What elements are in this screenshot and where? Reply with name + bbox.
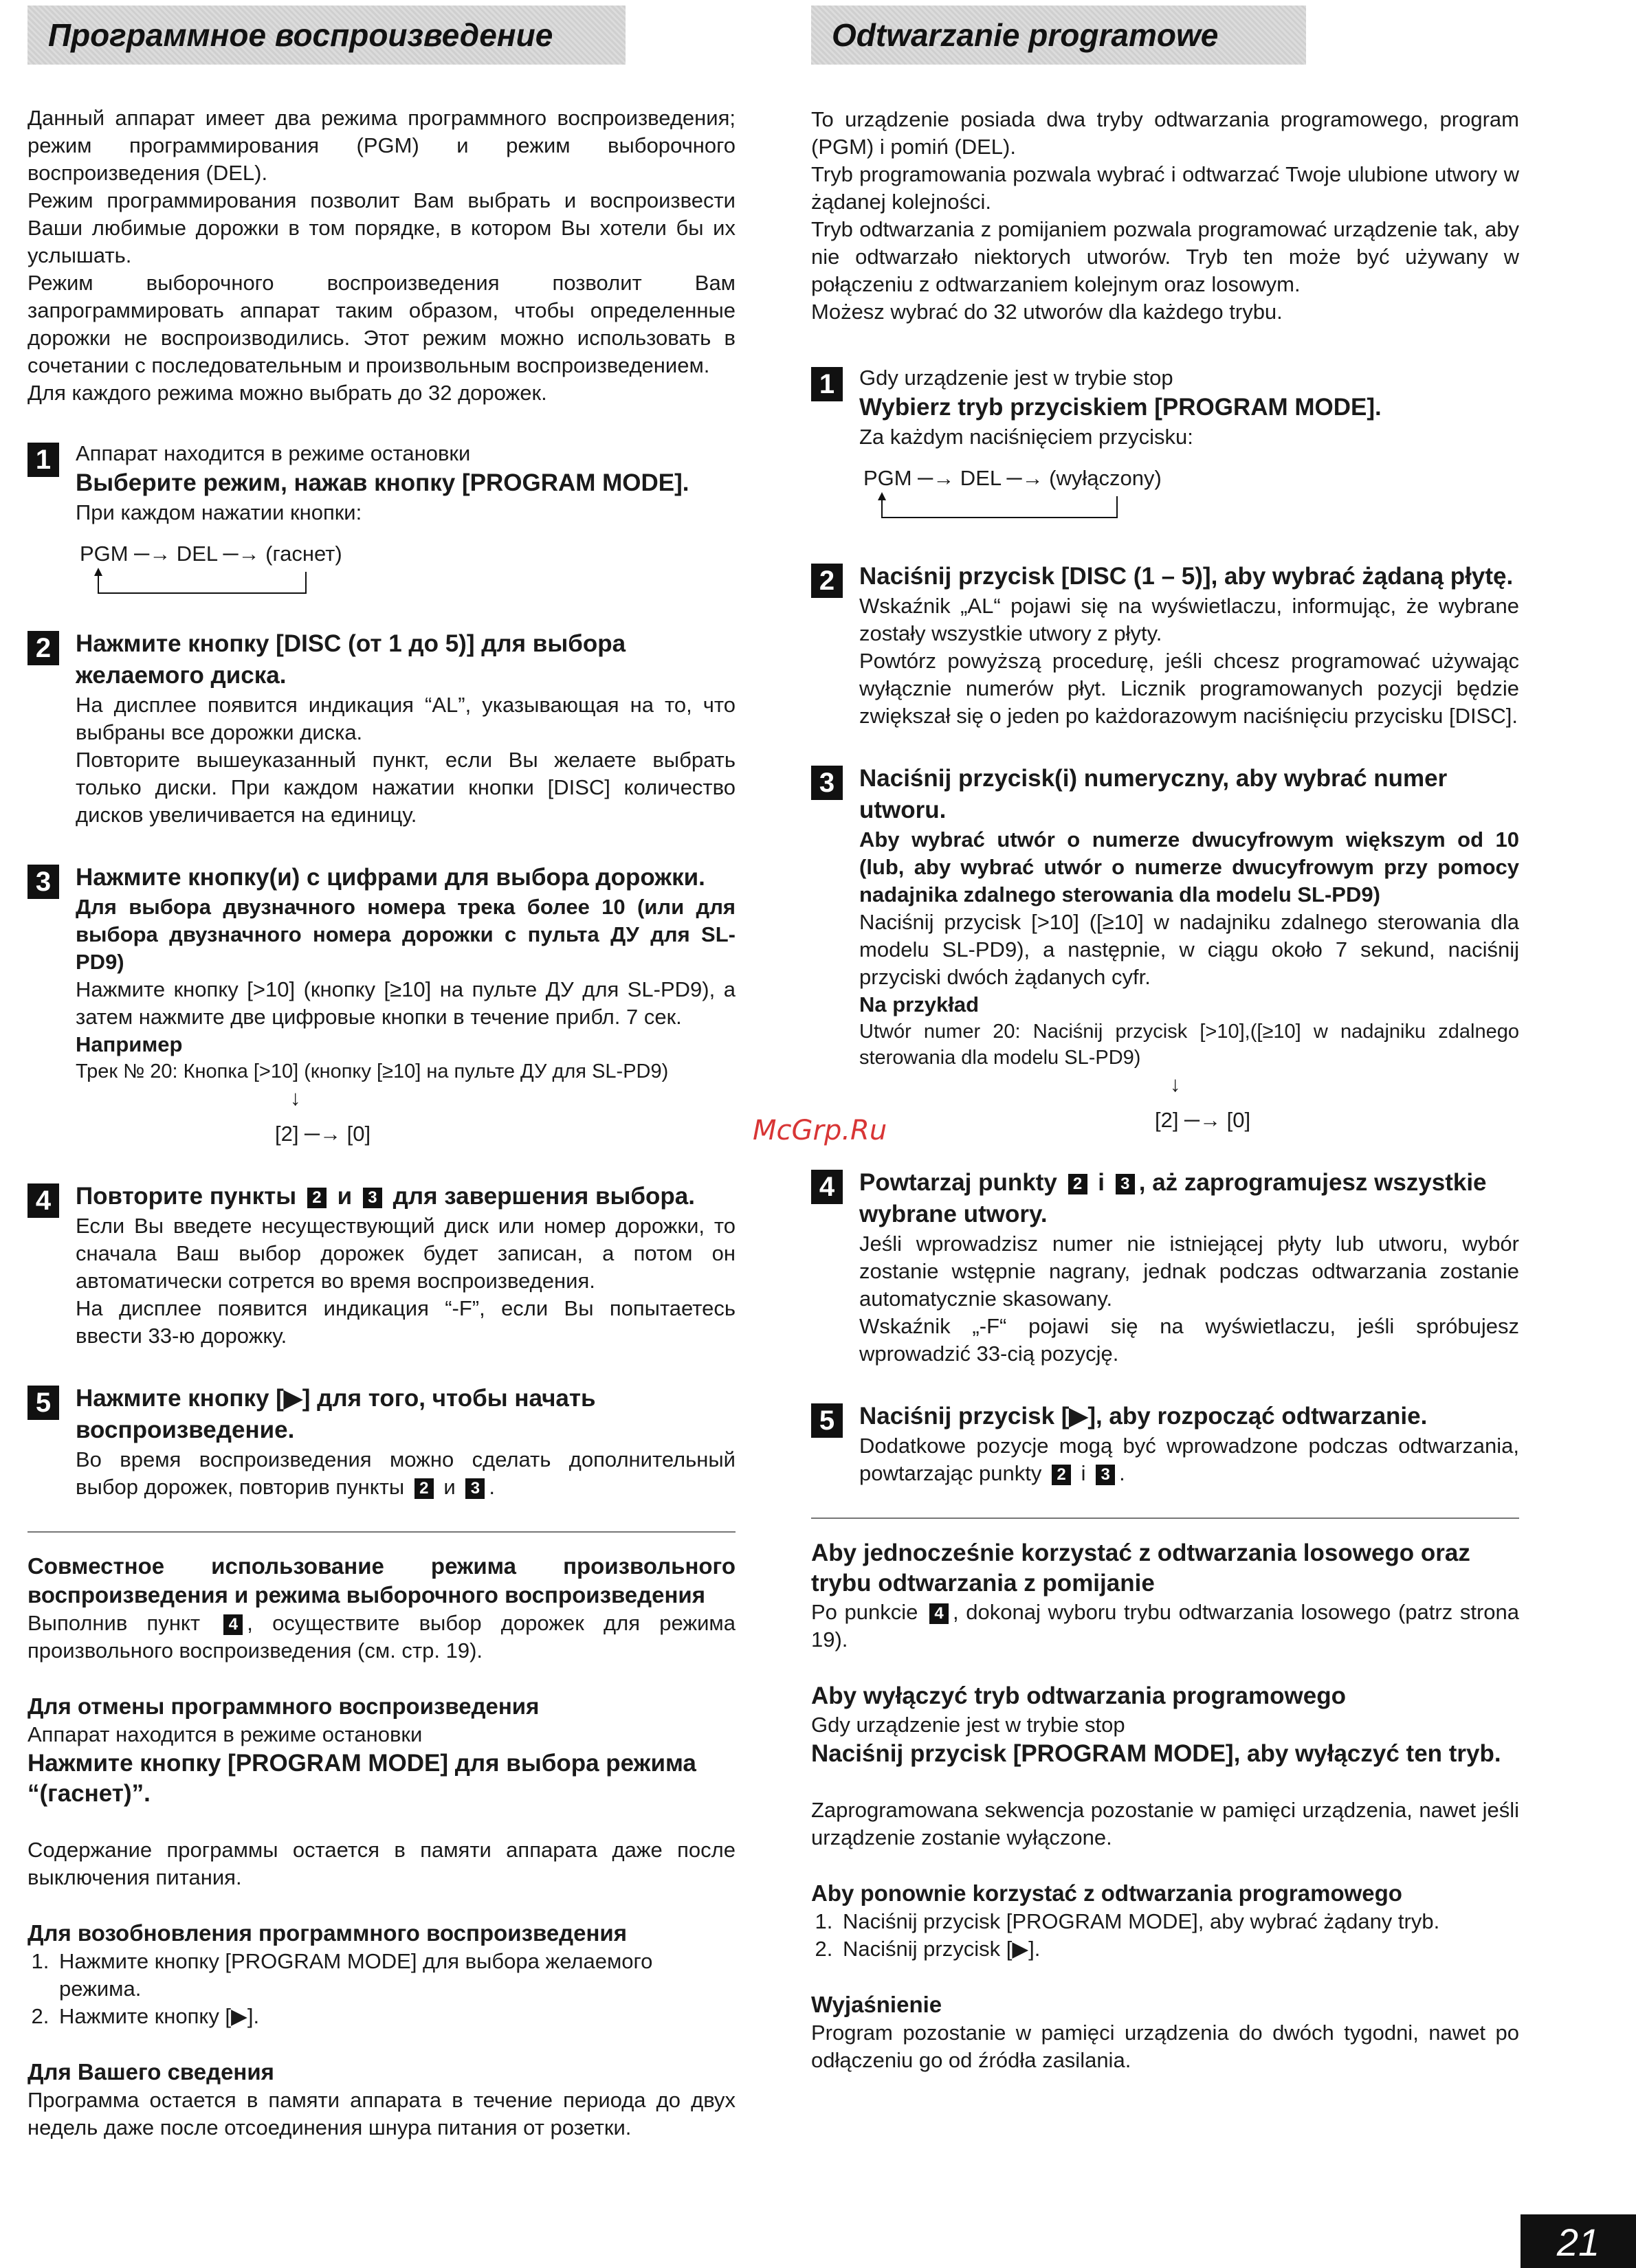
combined-text-part: , dokonaj wyboru trybu odtwarzania losowego (patrz strona 19). (811, 1600, 1519, 1652)
step-ref-badge: 3 (1096, 1465, 1115, 1485)
cycle-arrow-head (94, 568, 102, 576)
cycle-return-line (98, 572, 307, 594)
step-text: На дисплее появится индикация “AL”, указывающая на то, что выбраны все дорожки диска. (76, 693, 736, 744)
step-title: Naciśnij przycisk [▶], aby rozpocząć odtwarzanie. (859, 1403, 1428, 1430)
step-title (859, 1167, 1519, 1230)
step-text-part: и (443, 1475, 456, 1499)
example-text: Трек № 20: Кнопка [>10] (кнопку [≥10] на пульте ДУ для SL-PD9) (76, 1060, 669, 1082)
divider (811, 1517, 1519, 1519)
example-text: Utwór numer 20: Naciśnij przycisk [>10],([≥10] w nadajniku zdalnego sterowania dla modelu SL-PD9) (859, 1021, 1519, 1069)
step-4 (27, 1181, 736, 1350)
resume-title: Aby ponownie korzystać z odtwarzania programowego (811, 1880, 1402, 1906)
step-title-part: и (337, 1183, 353, 1210)
step-subtitle: Aby wybrać utwór o numerze dwucyfrowym większym od 10 (lub, aby wybrać utwór o numerze dwucyfrowym przy pomocy nadajnika zdalnego sterowania dla modelu SL-PD9) (859, 827, 1519, 907)
step-title: Выберите режим, нажав кнопку [PROGRAM MODE]. (76, 469, 689, 496)
page-number: 21 (1556, 2221, 1600, 2264)
step-title: Нажмите кнопку(и) с цифрами для выбора дорожки. (76, 864, 705, 891)
step-title (76, 1181, 736, 1212)
step-ref-badge: 2 (307, 1188, 327, 1208)
intro-paragraph: To urządzenie posiada dwa tryby odtwarzania programowego, program (PGM) i pomiń (DEL). (811, 107, 1519, 159)
step-text: Naciśnij przycisk [>10] ([≥10] w nadajniku zdalnego sterowania dla modelu SL-PD9), a następnie, w ciągu około 7 sekund, naciśnij przyciski dwóch żądanych cyfr. (859, 910, 1519, 989)
step-title-part: для завершения выбора. (393, 1183, 695, 1210)
step-1 (27, 440, 736, 609)
step-ref-badge: 3 (465, 1478, 485, 1499)
down-arrow-icon: ↓ (1170, 1072, 1181, 1096)
resume-list (811, 1908, 1519, 1963)
step-4 (811, 1167, 1519, 1368)
left-column (27, 0, 736, 2142)
step-text: Powtórz powyższą procedurę, jeśli chcesz programować używając wyłącznie numerów płyt. Licznik programowanych pozycji będzie zwiększał się o jeden po każdorazowym naciśnięciu przycisku [DISC]. (859, 649, 1519, 728)
step-5 (811, 1401, 1519, 1487)
intro-text (811, 106, 1519, 326)
watermark: McGrp.Ru (753, 1115, 887, 1146)
step-title-part: Повторите пункты (76, 1183, 297, 1210)
list-item: 1. Naciśnij przycisk [PROGRAM MODE], aby wybrać żądany tryb. (839, 1908, 1519, 1935)
mode-cycle-diagram (859, 465, 1519, 533)
step-text-part: Dodatkowe pozycje mogą być wprowadzone podczas odtwarzania, powtarzając punkty (859, 1434, 1519, 1485)
step-text: Wskaźnik „AL“ pojawi się na wyświetlaczu, informując, że wybrane zostały wszystkie utwory z płyty. (859, 594, 1519, 645)
info-text: Program pozostanie w pamięci urządzenia do dwóch tygodni, nawet po odłączeniu go od źródła zasilania. (811, 2021, 1519, 2072)
step-2 (27, 628, 736, 829)
example-result: [2] ─→ [0] (275, 1122, 371, 1146)
step-text: На дисплее появится индикация “-F”, если Вы попытаетесь ввести 33-ю дорожку. (76, 1296, 736, 1348)
step-title-part: Powtarzaj punkty (859, 1169, 1057, 1196)
mode-cycle-diagram (76, 540, 736, 609)
step-number: 2 (811, 564, 843, 598)
intro-paragraph: Данный аппарат имеет два режима программного воспроизведения; режим программирования (PGM) и режим выборочного воспроизведения (DEL). (27, 106, 736, 185)
step-2 (811, 561, 1519, 730)
intro-paragraph: Możesz wybrać do 32 utworów dla każdego trybu. (811, 300, 1283, 324)
step-text-part: Во время воспроизведения можно сделать дополнительный выбор дорожек, повторив пункты (76, 1447, 736, 1499)
info-text: Программа остается в памяти аппарата в течение периода до двух недель даже после отсоединения шнура питания от розетки. (27, 2088, 736, 2139)
step-ref-badge: 2 (1052, 1465, 1071, 1485)
step-title-part: i (1098, 1169, 1105, 1196)
step-text: Нажмите кнопку [>10] (кнопку [≥10] на пульте ДУ для SL-PD9), а затем нажмите две цифровые кнопки в течение прибл. 7 сек. (76, 977, 736, 1029)
mode-cycle-text: PGM ─→ DEL ─→ (гаснет) (80, 542, 342, 566)
intro-paragraph: Режим выборочного воспроизведения позволит Вам запрограммировать аппарат таким образом, чтобы определенные дорожки не воспроизводились. Этот режим можно использовать в сочетании с последовательным и произвольным воспроизведением. (27, 271, 736, 377)
list-item: 2. Naciśnij przycisk [▶]. (839, 1935, 1519, 1963)
step-title: Нажмите кнопку [DISC (от 1 до 5)] для выбора желаемого диска. (76, 630, 626, 689)
step-5 (27, 1383, 736, 1501)
list-item: 2. Нажмите кнопку [▶]. (55, 2003, 736, 2030)
step-ref-badge: 3 (1116, 1174, 1135, 1194)
step-text-part: . (1119, 1461, 1125, 1485)
resume-list (27, 1948, 736, 2030)
step-text: При каждом нажатии кнопки: (76, 500, 362, 524)
combined-title: Совместное использование режима произвольного воспроизведения и режима выборочного воспроизведения (27, 1553, 736, 1608)
combined-text (811, 1599, 1519, 1654)
step-number: 5 (811, 1403, 843, 1438)
section-title: Программное воспроизведение (48, 17, 553, 53)
section-header (27, 5, 626, 65)
step-ref-badge: 2 (1068, 1174, 1087, 1194)
cycle-return-line (881, 496, 1118, 518)
combined-title: Aby jednocześnie korzystać z odtwarzania losowego oraz trybu odtwarzania z pomijanie (811, 1539, 1470, 1597)
step-number: 3 (811, 766, 843, 800)
step-subtitle: Для выбора двузначного номера трека более 10 (или для выбора двузначного номера дорожки с пульта ДУ для SL-PD9) (76, 895, 736, 974)
intro-paragraph: Режим программирования позволит Вам выбрать и воспроизвести Ваши любимые дорожки в том порядке, в котором Вы хотели бы их услышать. (27, 188, 736, 267)
step-number: 4 (27, 1183, 59, 1218)
step-text (76, 1446, 736, 1501)
cancel-text: Содержание программы остается в памяти аппарата даже после выключения питания. (27, 1838, 736, 1889)
intro-paragraph: Для каждого режима можно выбрать до 32 дорожек. (27, 381, 547, 405)
mode-cycle-text: PGM ─→ DEL ─→ (wyłączony) (863, 466, 1162, 490)
cancel-title: Для отмены программного воспроизведения (27, 1693, 540, 1719)
step-ref-badge: 2 (414, 1478, 434, 1499)
step-text: Если Вы введете несуществующий диск или номер дорожки, то сначала Ваш выбор дорожек будет записан, а потом он автоматически сотрется во время воспроизведения. (76, 1214, 736, 1293)
step-title-part: , aż zaprogramujesz wszystkie wybrane utwory. (859, 1169, 1487, 1227)
step-number: 5 (27, 1386, 59, 1420)
step-3 (811, 763, 1519, 1134)
step-number: 1 (811, 367, 843, 401)
step-text (859, 1432, 1519, 1487)
step-text: Wskaźnik „-F“ pojawi się na wyświetlaczu, jeśli spróbujesz wprowadzić 33-cią pozycję. (859, 1314, 1519, 1366)
down-arrow-icon: ↓ (290, 1086, 301, 1110)
cancel-title: Aby wyłączyć tryb odtwarzania programowego (811, 1682, 1346, 1709)
step-number: 3 (27, 865, 59, 899)
step-text-part: i (1081, 1461, 1086, 1485)
step-ref-badge: 3 (363, 1188, 382, 1208)
intro-text (27, 104, 736, 407)
intro-paragraph: Tryb odtwarzania z pomijaniem pozwala programować urządzenie tak, aby nie odtwarzało niektorych utworów. Tryb ten może być używany w połączeniu z odtwarzaniem kolejnym oraz losowym. (811, 217, 1519, 296)
cancel-text: Zaprogramowana sekwencja pozostanie w pamięci urządzenia, nawet jeśli urządzenie zostanie wyłączone. (811, 1798, 1519, 1849)
step-title: Wybierz tryb przyciskiem [PROGRAM MODE]. (859, 394, 1382, 421)
cancel-precondition: Аппарат находится в режиме остановки (27, 1722, 423, 1746)
step-number: 4 (811, 1170, 843, 1204)
example-result: [2] ─→ [0] (1155, 1108, 1251, 1132)
step-text: Jeśli wprowadzisz numer nie istniejącej płyty lub utworu, wybór zostanie wstępnie nagrany, jednak podczas odtwarzania zostanie automatycznie skasowany. (859, 1232, 1519, 1311)
step-title: Нажмите кнопку [▶] для того, чтобы начать воспроизведение. (76, 1385, 596, 1443)
step-ref-badge: 4 (223, 1614, 243, 1635)
resume-title: Для возобновления программного воспроизведения (27, 1920, 627, 1946)
step-text-part: . (489, 1475, 495, 1499)
combined-text-part: Po punkcie (811, 1600, 918, 1624)
step-text: Za każdym naciśnięciem przycisku: (859, 425, 1193, 449)
combined-text-part: Выполнив пункт (27, 1611, 201, 1635)
list-item: 1. Нажмите кнопку [PROGRAM MODE] для выбора желаемого режима. (55, 1948, 736, 2003)
step-text: Повторите вышеуказанный пункт, если Вы желаете выбрать только диски. При каждом нажатии кнопки [DISC] количество дисков увеличивается на единицу. (76, 748, 736, 827)
section-title: Odtwarzanie programowe (832, 17, 1219, 53)
intro-paragraph: Tryb programowania pozwala wybrać i odtwarzać Twoje ulubione utwory w żądanej kolejności. (811, 162, 1519, 214)
example-label: Например (76, 1032, 183, 1056)
step-number: 2 (27, 631, 59, 665)
right-column (811, 0, 1519, 2074)
step-1 (811, 364, 1519, 533)
cancel-instruction: Нажмите кнопку [PROGRAM MODE] для выбора режима “(гаснет)”. (27, 1750, 696, 1807)
step-precondition: Аппарат находится в режиме остановки (76, 441, 471, 465)
step-precondition: Gdy urządzenie jest w trybie stop (859, 366, 1173, 390)
step-3 (27, 862, 736, 1148)
page-number-box (1521, 2214, 1636, 2268)
step-title: Naciśnij przycisk(i) numeryczny, aby wybrać numer utworu. (859, 765, 1448, 823)
step-ref-badge: 4 (929, 1603, 949, 1624)
step-title: Naciśnij przycisk [DISC (1 – 5)], aby wybrać żądaną płytę. (859, 563, 1514, 590)
cancel-precondition: Gdy urządzenie jest w trybie stop (811, 1713, 1125, 1737)
cancel-instruction: Naciśnij przycisk [PROGRAM MODE], aby wyłączyć ten tryb. (811, 1740, 1501, 1767)
example-label: Na przykład (859, 992, 980, 1016)
section-header (811, 5, 1306, 65)
info-title: Wyjaśnienie (811, 1992, 942, 2017)
info-title: Для Вашего сведения (27, 2059, 274, 2084)
step-number: 1 (27, 443, 59, 477)
combined-text-part: , осуществите выбор дорожек для режима произвольного воспроизведения (см. стр. 19). (27, 1611, 736, 1663)
divider (27, 1531, 736, 1533)
cycle-arrow-head (878, 492, 886, 500)
combined-text (27, 1610, 736, 1665)
